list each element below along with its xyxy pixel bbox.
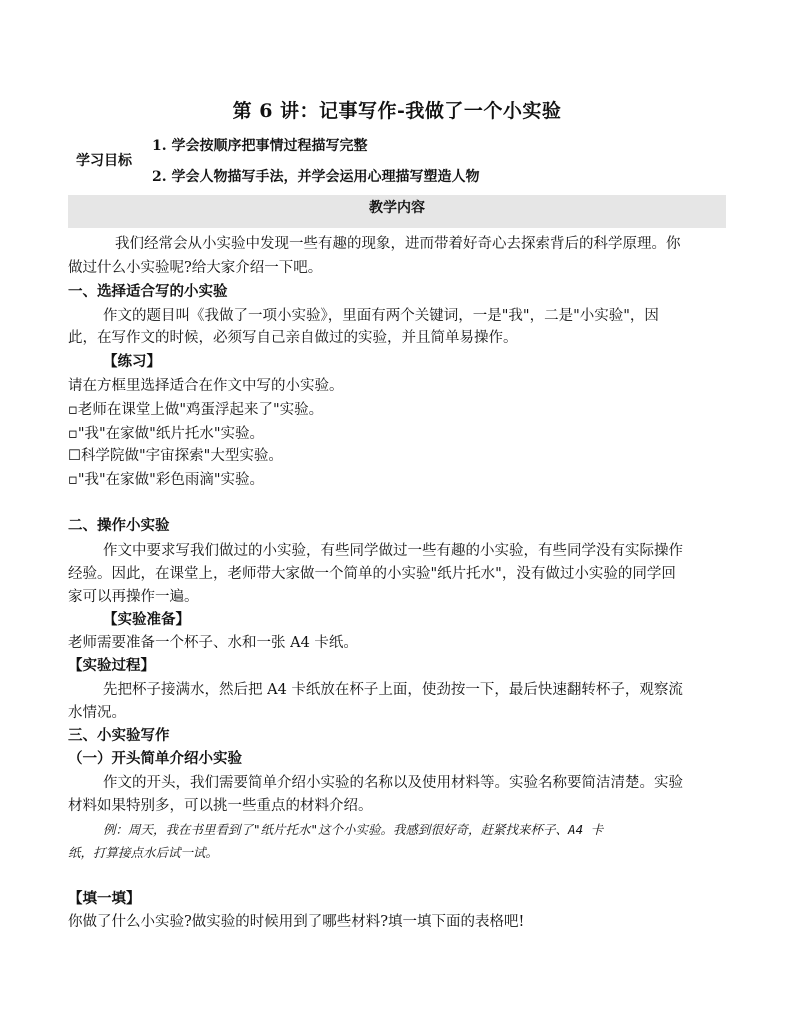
intro-line-2: 做过什么小实验呢?给大家介绍一下吧。 xyxy=(68,260,323,276)
learning-goals-row xyxy=(68,130,728,190)
process-text-line-2: 水情况。 xyxy=(68,705,126,721)
exercise-option-2[interactable]: ▫"我"在家做"纸片托水"实验。 xyxy=(68,426,265,442)
exercise-option-3[interactable]: ☐科学院做"宇宙探索"大型实验。 xyxy=(68,448,283,464)
prep-text: 老师需要准备一个杯子、水和一张 A4 卡纸。 xyxy=(68,635,358,651)
section3-sub1-para-line-2: 材料如果特别多，可以挑一些重点的材料介绍。 xyxy=(68,798,373,814)
exercise-prompt: 请在方框里选择适合在作文中写的小实验。 xyxy=(68,378,344,394)
learning-goal-1: 1. 学会按顺序把事情过程描写完整 xyxy=(152,138,368,154)
process-text-line-1: 先把杯子接满水，然后把 A4 卡纸放在杯子上面，使劲按一下，最后快速翻转杯子，观察流 xyxy=(103,682,683,698)
section2-para-line-2: 经验。因此，在课堂上，老师带大家做一个简单的小实验"纸片托水"，没有做过小实验的同学回 xyxy=(68,566,676,582)
intro-line-1: 我们经常会从小实验中发现一些有趣的现象，进而带着好奇心去探索背后的科学原理。你 xyxy=(115,236,681,252)
section1-para-line-2: 此，在写作文的时候，必须写自己亲自做过的实验，并且简单易操作。 xyxy=(68,330,518,346)
example-line-2: 纸，打算接点水后试一试。 xyxy=(68,845,219,860)
exercise-label: 【练习】 xyxy=(103,353,161,370)
section1-para-line-1: 作文的题目叫《我做了一项小实验》，里面有两个关键词，一是"我"，二是"小实验"，因 xyxy=(103,308,659,324)
prep-label: 【实验准备】 xyxy=(103,611,190,628)
section3-heading: 三、小实验写作 xyxy=(68,727,170,744)
section2-para-line-1: 作文中要求写我们做过的小实验，有些同学做过一些有趣的小实验，有些同学没有实际操作 xyxy=(103,543,683,559)
process-label: 【实验过程】 xyxy=(68,657,155,674)
fill-label: 【填一填】 xyxy=(68,890,141,907)
teaching-content-header: 教学内容 xyxy=(68,195,726,228)
exercise-option-1[interactable]: ▫老师在课堂上做"鸡蛋浮起来了"实验。 xyxy=(68,402,324,418)
example-line-1: 例：周天，我在书里看到了"纸片托水"这个小实验。我感到很好奇，赶紧找来杯子、A4 卡 xyxy=(103,822,604,837)
section3-sub1-heading: （一）开头简单介绍小实验 xyxy=(68,750,242,767)
learning-goals-label: 学习目标 xyxy=(76,153,132,169)
lesson-title: 第 6 讲：记事写作-我做了一个小实验 xyxy=(232,100,562,122)
section2-para-line-3: 家可以再操作一遍。 xyxy=(68,589,199,605)
exercise-option-4[interactable]: ▫"我"在家做"彩色雨滴"实验。 xyxy=(68,472,265,488)
fill-prompt: 你做了什么小实验?做实验的时候用到了哪些材料?填一填下面的表格吧! xyxy=(68,914,525,930)
section2-heading: 二、操作小实验 xyxy=(68,517,170,534)
learning-goal-2: 2. 学会人物描写手法，并学会运用心理描写塑造人物 xyxy=(152,169,480,185)
section1-heading: 一、选择适合写的小实验 xyxy=(68,283,228,300)
section3-sub1-para-line-1: 作文的开头，我们需要简单介绍小实验的名称以及使用材料等。实验名称要简洁清楚。实验 xyxy=(103,775,683,791)
